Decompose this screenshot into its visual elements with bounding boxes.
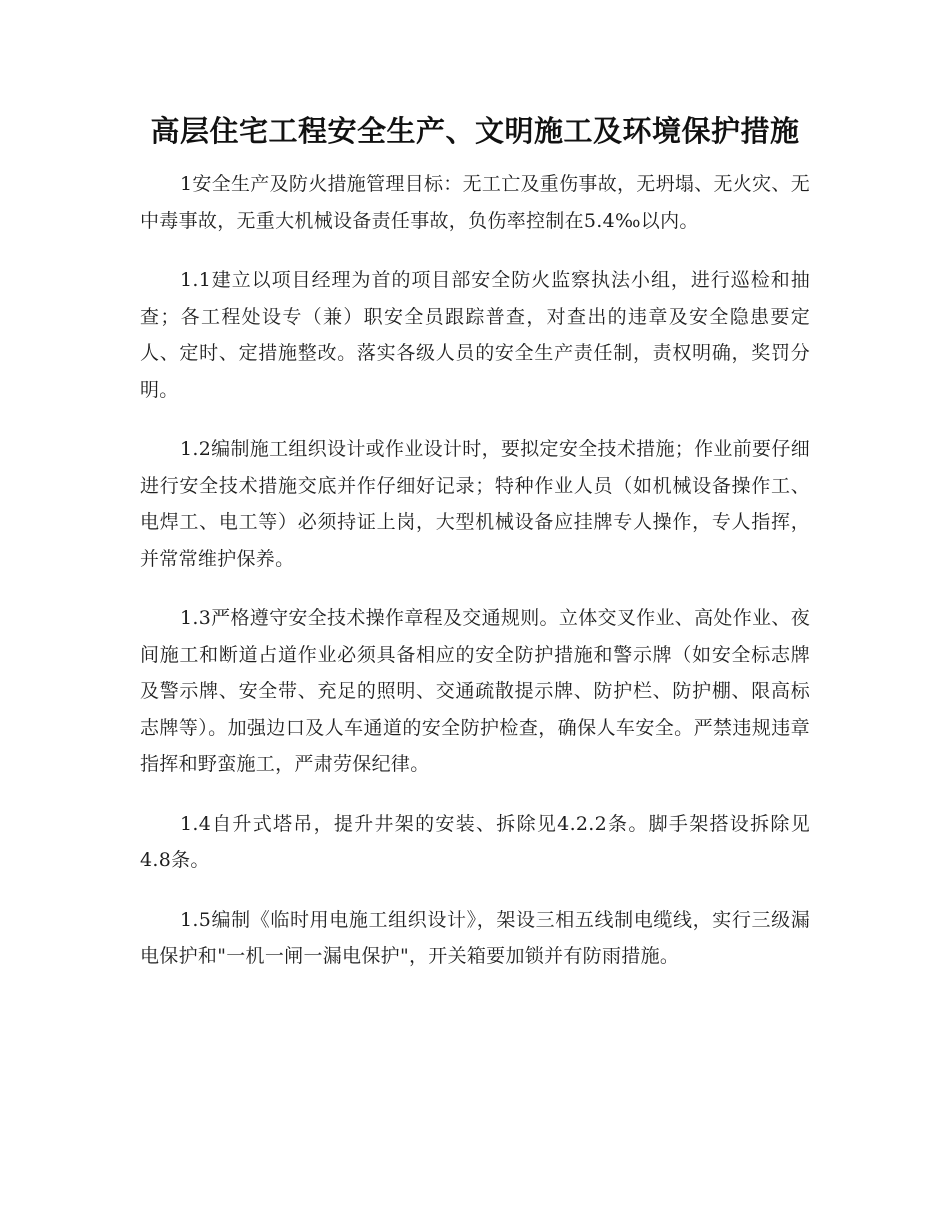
paragraph-1-1: 1.1建立以项目经理为首的项目部安全防火监察执法小组，进行巡检和抽查；各工程处设专（兼）职安全员跟踪普查，对查出的违章及安全隐患要定人、定时、定措施整改。落实各级人员的安全生产责任制，责权明确，奖罚分明。 — [140, 269, 810, 401]
page-title: 高层住宅工程安全生产、文明施工及环境保护措施 — [150, 114, 800, 148]
document-body — [140, 166, 810, 975]
paragraph-1-3: 1.3严格遵守安全技术操作章程及交通规则。立体交叉作业、高处作业、夜间施工和断道占道作业必须具备相应的安全防护措施和警示牌（如安全标志牌及警示牌、安全带、充足的照明、交通疏散提示牌、防护栏、防护棚、限高标志牌等）。加强边口及人车通道的安全防护检查，确保人车安全。严禁违规违章指挥和野蛮施工，严肃劳保纪律。 — [140, 607, 810, 775]
paragraph-1-2: 1.2编制施工组织设计或作业设计时，要拟定安全技术措施；作业前要仔细进行安全技术措施交底并作仔细好记录；特种作业人员（如机械设备操作工、电焊工、电工等）必须持证上岗，大型机械设备应挂牌专人操作，专人指挥，并常常维护保养。 — [140, 438, 810, 570]
paragraph-1-5: 1.5编制《临时用电施工组织设计》，架设三相五线制电缆线，实行三级漏电保护和"一机一闸一漏电保护"，开关箱要加锁并有防雨措施。 — [140, 908, 810, 967]
paragraph-1-4: 1.4自升式塔吊，提升井架的安装、拆除见4.2.2条。脚手架搭设拆除见4.8条。 — [140, 812, 810, 871]
paragraph-safety-goal: 1安全生产及防火措施管理目标：无工亡及重伤事故，无坍塌、无火灾、无中毒事故，无重大机械设备责任事故，负伤率控制在5.4‰以内。 — [140, 173, 810, 232]
